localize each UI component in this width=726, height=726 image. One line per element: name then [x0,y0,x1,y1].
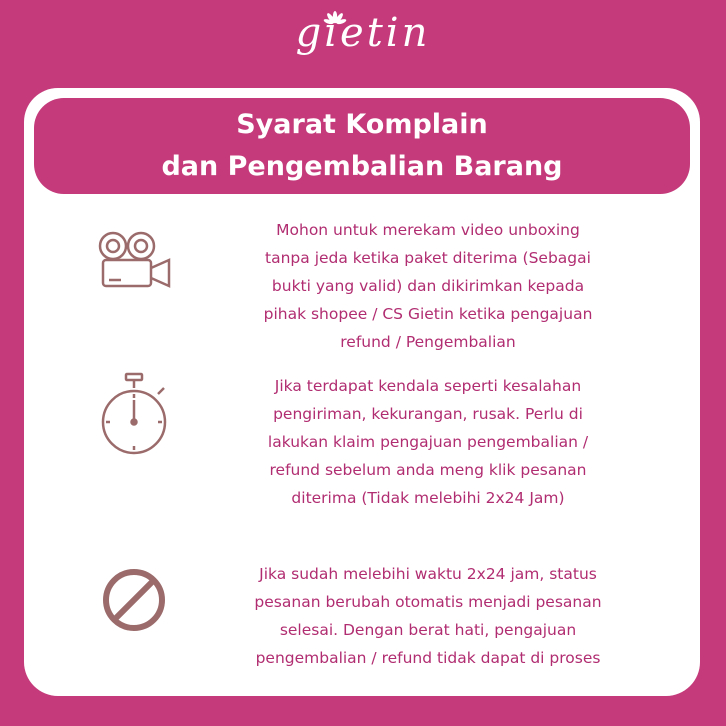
item-text: Mohon untuk merekam video unboxing tanpa jeda ketika paket diterima (Sebagai bukti yang valid) dan dikirimkan kepada pihak shopee / CS Gietin ketika pengajuan refund / Pengembalian [263,221,593,351]
item-text: Jika terdapat kendala seperti kesalahan pengiriman, kekurangan, rusak. Perlu di lakukan klaim pengajuan pengembalian / refund sebelum anda meng klik pesanan diterima (Tidak melebihi 2x24 Jam) [267,377,589,507]
brand-logo [0,4,726,76]
brand-wordmark: gietin [295,10,431,56]
stopwatch-icon [94,374,174,454]
title-line-2: dan Pengembalian Barang [161,151,563,182]
prohibited-icon [94,560,174,640]
title-line-1: Syarat Komplain [236,109,488,140]
video-camera-icon [94,220,174,300]
title-banner [34,98,690,194]
content-card [24,88,700,696]
item-text: Jika sudah melebihi waktu 2x24 jam, status pesanan berubah otomatis menjadi pesanan selesai. Dengan berat hati, pengajuan pengembalian / refund tidak dapat di proses [254,565,602,667]
